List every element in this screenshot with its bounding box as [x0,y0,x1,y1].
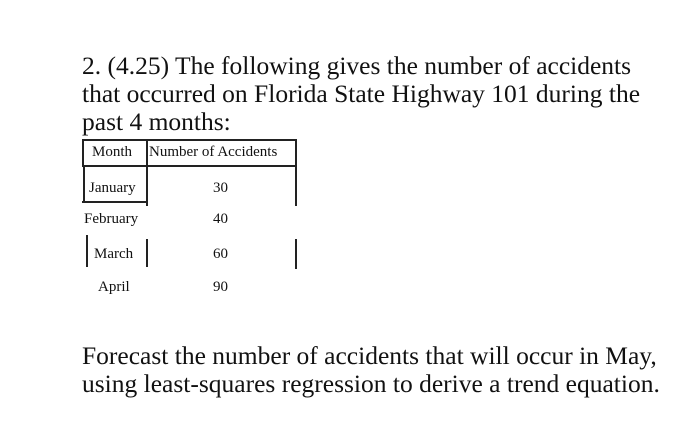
table-cell-accidents: 40 [213,211,228,227]
table-mid-border-row3 [146,239,148,267]
table-top-border [82,139,296,141]
table-header-month: Month [92,144,133,160]
table-left-border-row1 [83,166,85,202]
table-mid-border-header [146,139,148,166]
table-header-bottom-border [82,165,296,167]
question-line-2: using least-squares regression to derive a trend equation. [82,369,660,398]
table-cell-month: March [94,246,134,262]
problem-line-1: 2. (4.25) The following gives the number of accidents [82,51,632,80]
table-header-accidents: Number of Accidents [149,144,278,160]
question-statement [82,342,682,398]
table-cell-month: April [98,279,130,295]
problem-line-2: that occurred on Florida State Highway 101 during the [82,79,641,108]
table-cell-month: February [84,211,139,227]
table-cell-month: January [89,180,136,196]
table-row1-bottom-border [82,201,146,203]
table-mid-border-row1 [146,166,148,206]
problem-line-3: past 4 months: [82,107,231,136]
table-cell-accidents: 30 [213,180,228,196]
table-cell-accidents: 60 [213,246,228,262]
table-right-border-row3 [295,239,297,269]
table-left-border-row3 [86,235,88,267]
table-right-border-header [295,139,297,166]
problem-statement [82,52,682,136]
table-left-border-header [82,139,84,166]
question-line-1: Forecast the number of accidents that will occur in May, [82,341,657,370]
table-right-border-row1 [295,166,297,206]
accidents-table [82,139,297,299]
table-cell-accidents: 90 [213,279,228,295]
